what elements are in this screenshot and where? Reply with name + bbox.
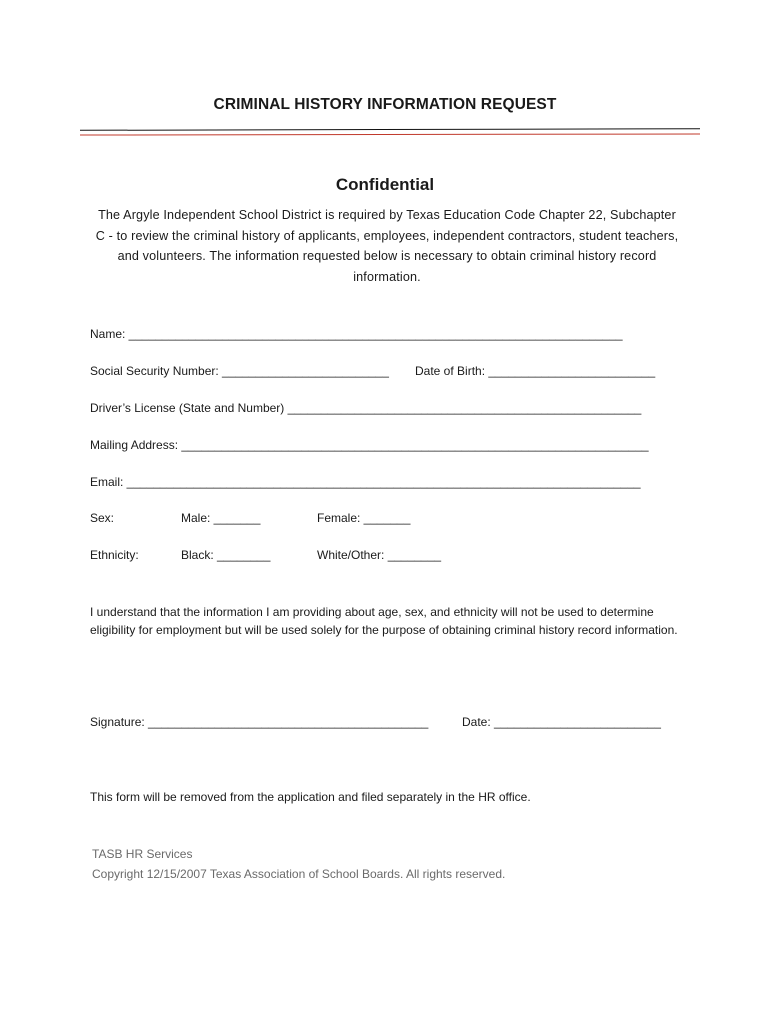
female-field[interactable]: Female: _______	[317, 511, 411, 525]
title-rule-red	[80, 133, 700, 135]
black-field[interactable]: Black: ________	[181, 548, 271, 562]
male-field[interactable]: Male: _______	[181, 511, 261, 525]
confidential-heading: Confidential	[335, 175, 435, 194]
mailing-address-field[interactable]: Mailing Address: ______________________________________________________________________	[90, 438, 649, 452]
intro-paragraph: The Argyle Independent School District is required by Texas Education Code Chapter 22, Subchapter C - to review the criminal history of applicants, employees, independent contractors, student teachers, and volunteers. The information requested below is necessary to obtain criminal history record information.	[95, 208, 679, 284]
footer-line-1: TASB HR Services	[92, 847, 193, 861]
drivers-license-field[interactable]: Driver’s License (State and Number) _____________________________________________________	[90, 401, 642, 415]
footer-copyright: Copyright 12/15/2007 Texas Association of School Boards. All rights reserved.	[92, 867, 506, 881]
name-field[interactable]: Name: __________________________________________________________________________	[90, 327, 623, 341]
title-rule-black	[80, 128, 700, 131]
footer	[92, 844, 505, 884]
dob-field[interactable]: Date of Birth: _________________________	[415, 364, 656, 378]
eligibility-statement: I understand that the information I am providing about age, sex, and ethnicity will not be used to determine eligibility for employment but will be used solely for the purpose of obtaining criminal history record information.	[90, 605, 678, 637]
ethnicity-label: Ethnicity:	[90, 548, 139, 562]
sex-label: Sex:	[90, 511, 115, 525]
white-other-field[interactable]: White/Other: ________	[317, 548, 442, 562]
page-title: CRIMINAL HISTORY INFORMATION REQUEST	[213, 96, 557, 113]
hr-office-note: This form will be removed from the application and filed separately in the HR office.	[90, 790, 531, 804]
signature-field[interactable]: Signature: __________________________________________	[90, 715, 429, 729]
email-field[interactable]: Email: _____________________________________________________________________________	[90, 475, 641, 489]
ssn-field[interactable]: Social Security Number: _________________________	[90, 364, 389, 378]
date-field[interactable]: Date: _________________________	[462, 715, 661, 729]
